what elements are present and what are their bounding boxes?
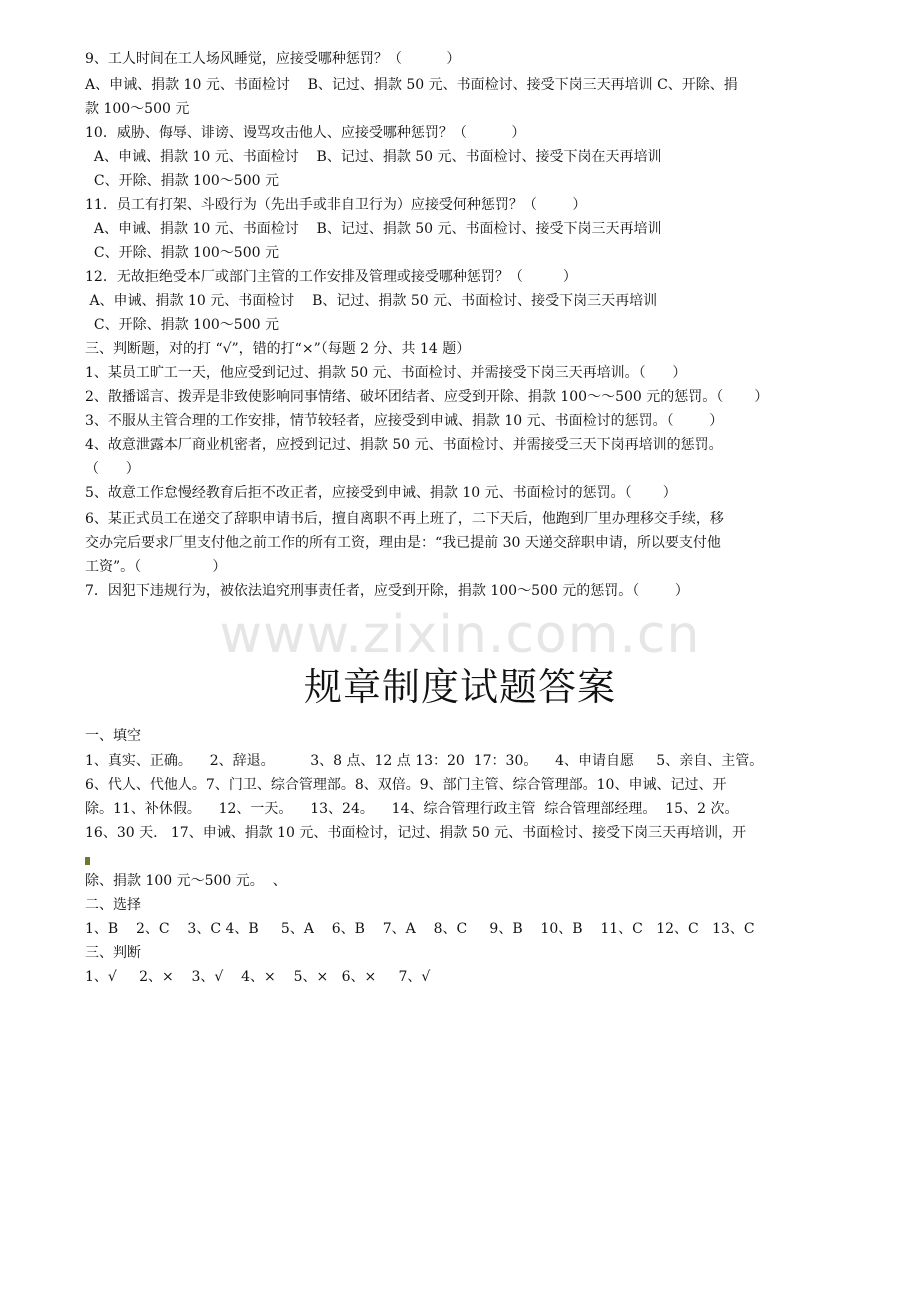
question-line: 11．员工有打架、斗殴行为（先出手或非自卫行为）应接受何种惩罚？（ ） [85, 197, 587, 213]
answer-line: 1、真实、正确。 2、辞退。 3、8 点、12 点 13：20 17：30。 4、申请自愿 5、亲自、主管。 [85, 753, 764, 769]
question-line: A、申诫、捐款 10 元、书面检讨 B、记过、捐款 50 元、书面检讨、接受下岗三天再培训 [85, 293, 658, 309]
answer-heading: 三、判断 [85, 945, 141, 961]
question-line: C、开除、捐款 100～500 元 [85, 317, 279, 333]
answer-line: 1、B 2、C 3、C 4、B 5、A 6、B 7、A 8、C 9、B 10、B 11、C 12、C 13、C [85, 921, 755, 937]
answer-line: 除。11、补休假。 12、一天。 13、24。 14、综合管理行政主管 综合管理部经理。 15、2 次。 [85, 801, 739, 817]
answer-title: 规章制度试题答案 [303, 665, 616, 709]
question-line: 12．无故拒绝受本厂或部门主管的工作安排及管理或接受哪种惩罚？（ ） [85, 269, 577, 285]
paragraph-marker [85, 857, 90, 865]
answer-line: 6、代人、代他人。7、门卫、综合管理部。8、双倍。9、部门主管、综合管理部。10、申诫、记过、开 [85, 777, 727, 793]
question-line: 款 100～500 元 [85, 101, 190, 117]
question-line: 10．威胁、侮辱、诽谤、谩骂攻击他人、应接受哪种惩罚？（ ） [85, 125, 526, 141]
question-line: 工资”。（ ） [85, 559, 227, 575]
question-line: 5、故意工作怠慢经教育后拒不改正者，应接受到申诫、捐款 10 元、书面检讨的惩罚。（ ） [85, 485, 677, 501]
question-line: C、开除、捐款 100～500 元 [85, 245, 279, 261]
answer-line: 16、30 天. 17、申诫、捐款 10 元、书面检讨，记过、捐款 50 元、书面检讨、接受下岗三天再培训，开 [85, 825, 747, 841]
question-line: 9、工人时间在工人场风睡觉，应接受哪种惩罚？（ ） [85, 51, 461, 67]
question-line: 4、故意泄露本厂商业机密者，应授到记过、捐款 50 元、书面检讨、并需接受三天下岗再培训的惩罚。 [85, 437, 723, 453]
question-line: 交办完后要求厂里支付他之前工作的所有工资，理由是：“我已提前 30 天递交辞职申请，所以要支付他 [85, 535, 721, 551]
answer-heading: 一、填空 [85, 728, 141, 744]
question-line: A、申诫、捐款 10 元、书面检讨 B、记过、捐款 50 元、书面检讨、接受下岗在天再培训 [85, 149, 662, 165]
answer-heading: 二、选择 [85, 897, 141, 913]
question-line: 1、某员工旷工一天，他应受到记过、捐款 50 元、书面检讨、并需接受下岗三天再培训。（ ） [85, 365, 687, 381]
question-line: A、申诫、捐款 10 元、书面检讨 B、记过、捐款 50 元、书面检讨、接受下岗三天再培训 C、开除、捐 [85, 77, 738, 93]
question-line: 7．因犯下违规行为，被依法追究刑事责任者，应受到开除，捐款 100～500 元的惩罚。（ ） [85, 583, 689, 599]
answer-line: 1、√ 2、× 3、√ 4、× 5、× 6、× 7、√ [85, 969, 431, 985]
answer-line: 除、捐款 100 元～500 元。 、 [85, 873, 287, 889]
section-heading: 三、判断题，对的打 “√”，错的打“×”（每题 2 分、共 14 题） [85, 341, 471, 357]
question-line: A、申诫、捐款 10 元、书面检讨 B、记过、捐款 50 元、书面检讨、接受下岗三天再培训 [85, 221, 662, 237]
watermark: www.zixin.com.cn [219, 605, 701, 665]
question-line: 2、散播谣言、拨弄是非致使影响同事情绪、破坏团结者、应受到开除、捐款 100～～500 元的惩罚。（ ） [85, 389, 769, 405]
question-line: 6、某正式员工在递交了辞职申请书后，擅自离职不再上班了，二下天后，他跑到厂里办理移交手续，移 [85, 511, 724, 527]
question-line: 3、不服从主管合理的工作安排，情节较轻者，应接受到申诫、捐款 10 元、书面检讨的惩罚。（ ） [85, 413, 724, 429]
question-line: C、开除、捐款 100～500 元 [85, 173, 279, 189]
question-line: （ ） [85, 461, 140, 477]
